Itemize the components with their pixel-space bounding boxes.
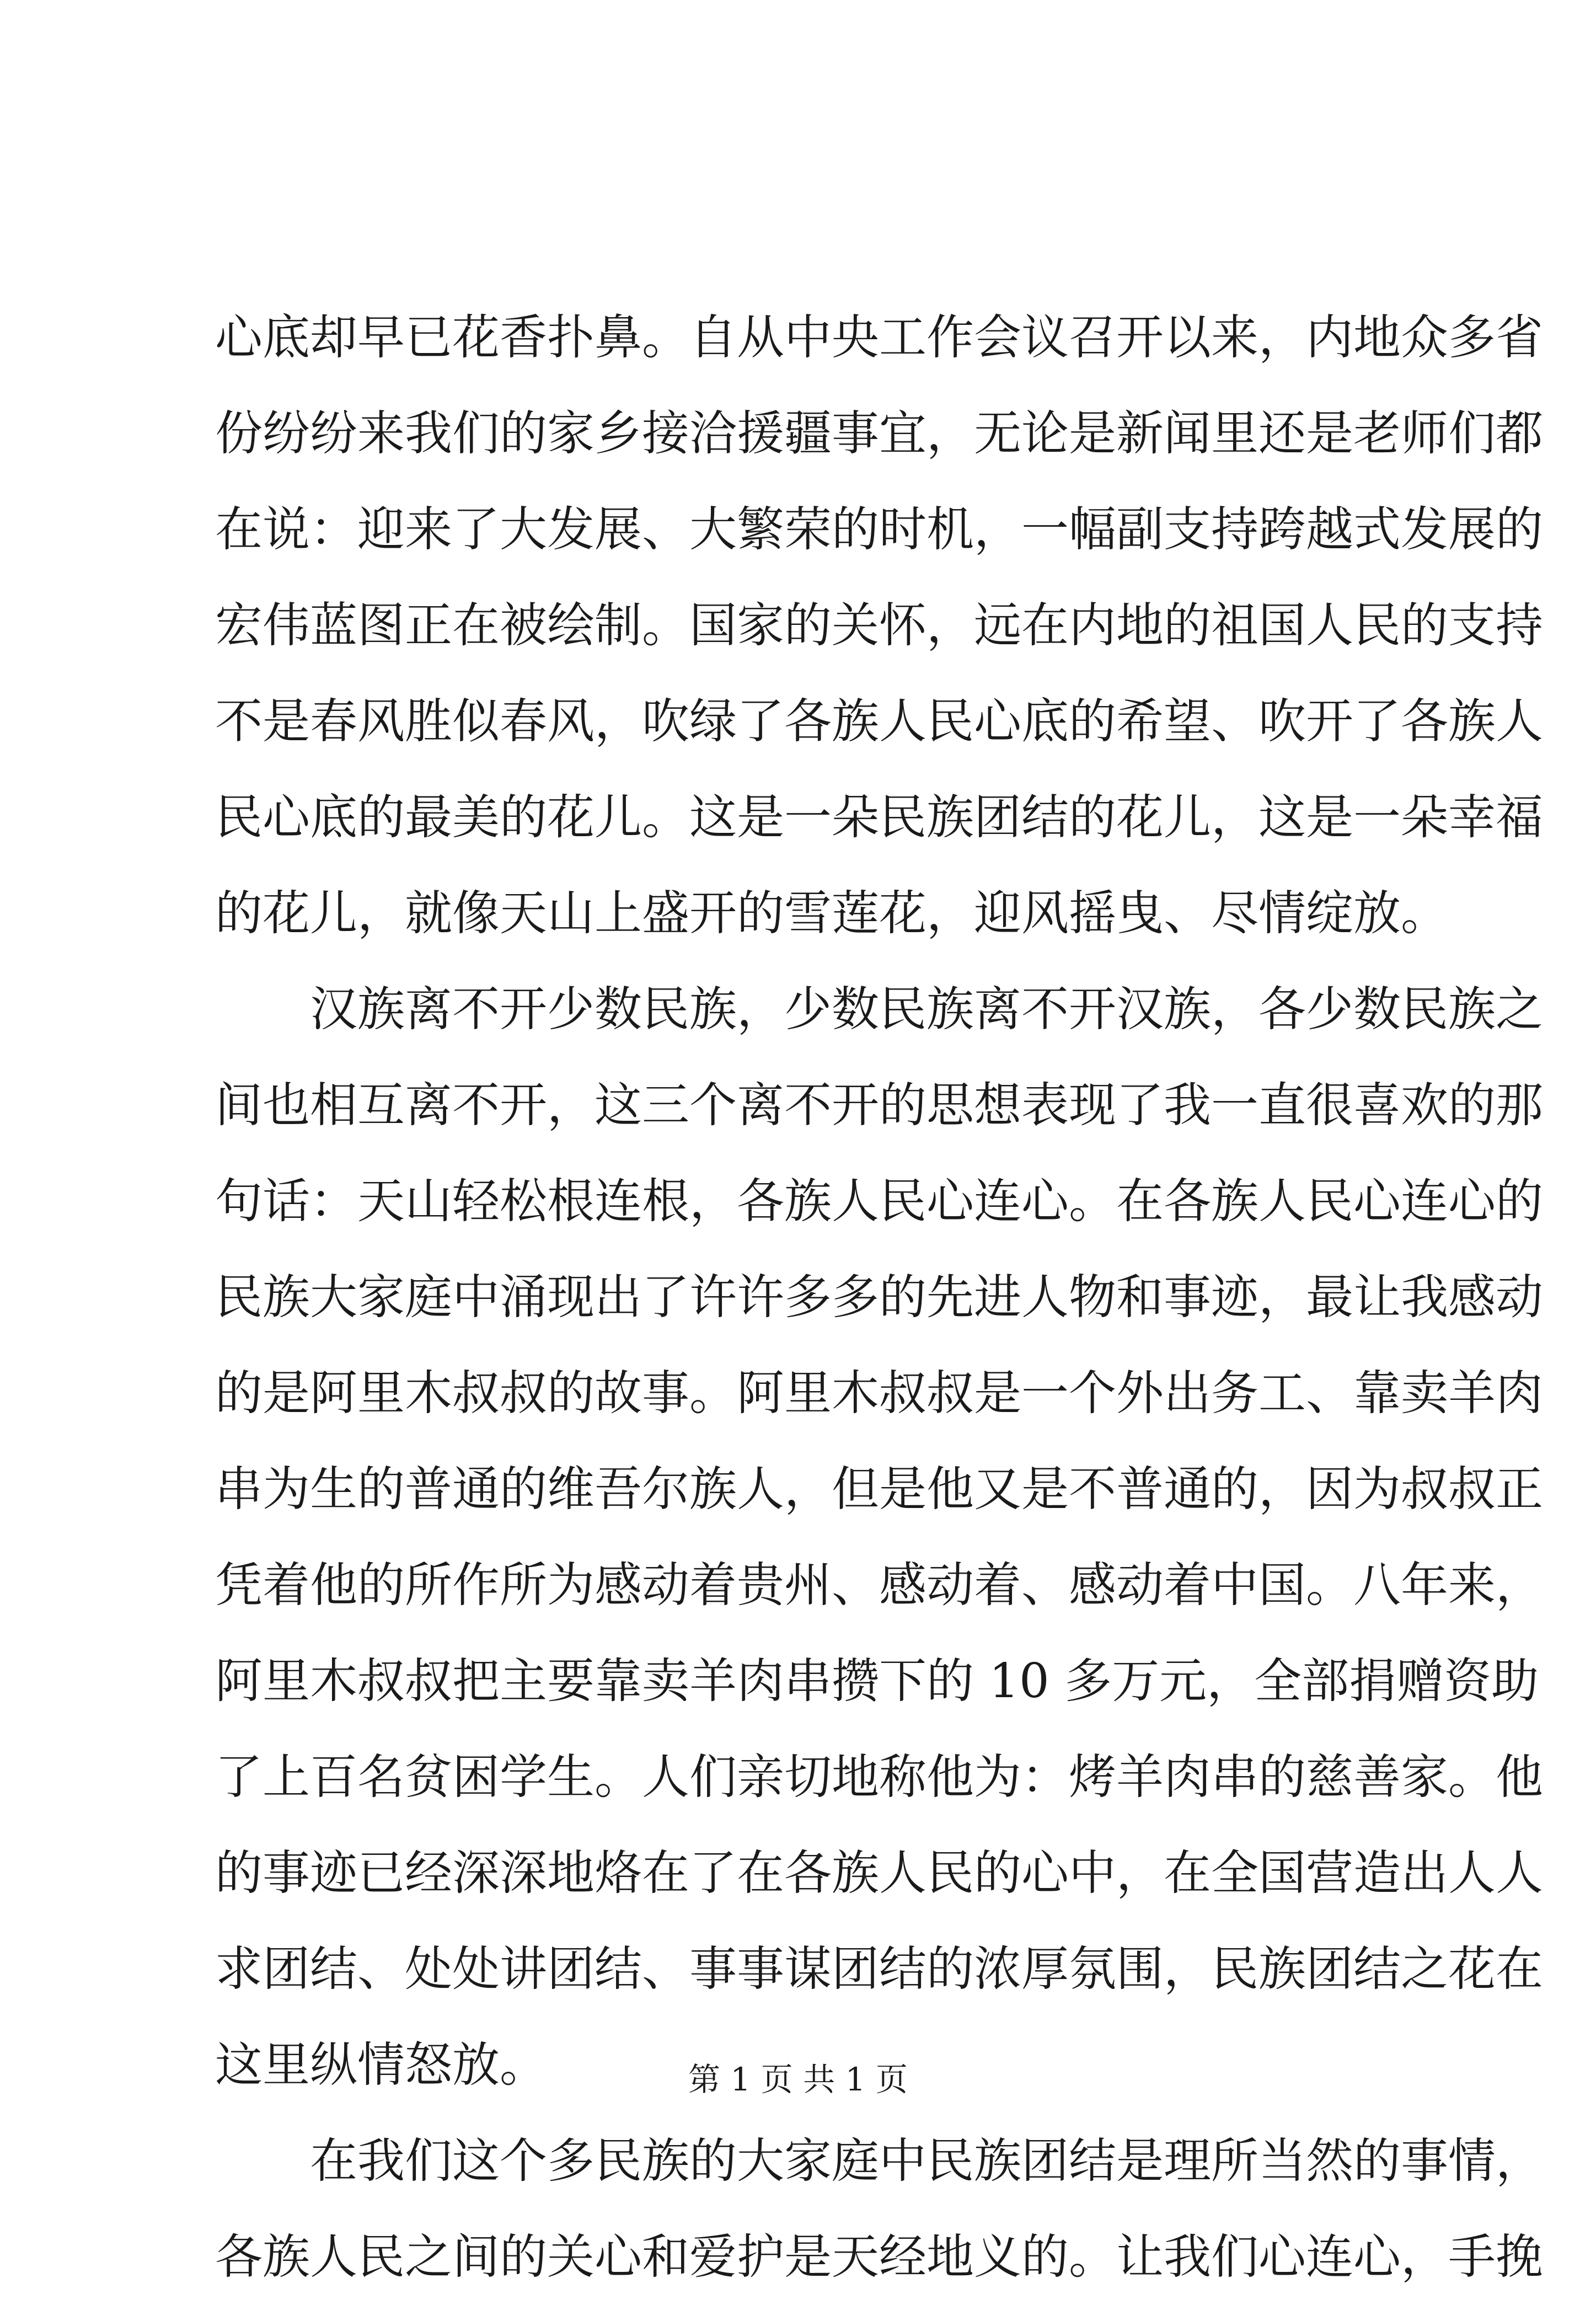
text-line: 求团结、处处讲团结、事事谋团结的浓厚氛围，民族团结之花在 — [215, 1942, 1543, 1997]
text-line: 的花儿，就像天山上盛开的雪莲花，迎风摇曳、尽情绽放。 — [215, 886, 1448, 941]
document-body — [215, 290, 1543, 2305]
text-line: 民心底的最美的花儿。这是一朵民族团结的花儿，这是一朵幸福 — [215, 790, 1543, 845]
text-line: 句话：天山轻松根连根，各族人民心连心。在各族人民心连心的 — [215, 1174, 1543, 1229]
text-line: 的事迹已经深深地烙在了在各族人民的心中，在全国营造出人人 — [215, 1846, 1543, 1901]
text-line: 阿里木叔叔把主要靠卖羊肉串攒下的 10 多万元，全部捐赠资助 — [215, 1654, 1539, 1709]
text-line: 心底却早已花香扑鼻。自从中央工作会议召开以来，内地众多省 — [215, 310, 1543, 365]
paragraph-first-line: 汉族离不开少数民族，少数民族离不开汉族，各少数民族之 — [310, 982, 1543, 1037]
text-line: 民族大家庭中涌现出了许许多多的先进人物和事迹，最让我感动 — [215, 1270, 1543, 1325]
text-line: 了上百名贫困学生。人们亲切地称他为：烤羊肉串的慈善家。他 — [215, 1750, 1543, 1805]
text-line: 串为生的普通的维吾尔族人，但是他又是不普通的，因为叔叔正 — [215, 1462, 1543, 1517]
text-line: 在说：迎来了大发展、大繁荣的时机，一幅副支持跨越式发展的 — [215, 502, 1543, 557]
text-line: 的是阿里木叔叔的故事。阿里木叔叔是一个外出务工、靠卖羊肉 — [215, 1366, 1543, 1421]
text-line: 各族人民之间的关心和爱护是天经地义的。让我们心连心，手挽 — [215, 2229, 1543, 2285]
text-line: 宏伟蓝图正在被绘制。国家的关怀，远在内地的祖国人民的支持 — [215, 598, 1543, 653]
text-line: 这里纵情怒放。 — [215, 2037, 547, 2093]
text-line: 份纷纷来我们的家乡接洽援疆事宜，无论是新闻里还是老师们都 — [215, 406, 1543, 461]
page-footer: 第 1 页 共 1 页 — [688, 2061, 908, 2098]
paragraph-first-line: 在我们这个多民族的大家庭中民族团结是理所当然的事情， — [310, 2133, 1543, 2189]
text-line: 不是春风胜似春风，吹绿了各族人民心底的希望、吹开了各族人 — [215, 694, 1543, 749]
text-line: 间也相互离不开，这三个离不开的思想表现了我一直很喜欢的那 — [215, 1078, 1543, 1133]
text-line: 凭着他的所作所为感动着贵州、感动着、感动着中国。八年来， — [215, 1558, 1543, 1613]
